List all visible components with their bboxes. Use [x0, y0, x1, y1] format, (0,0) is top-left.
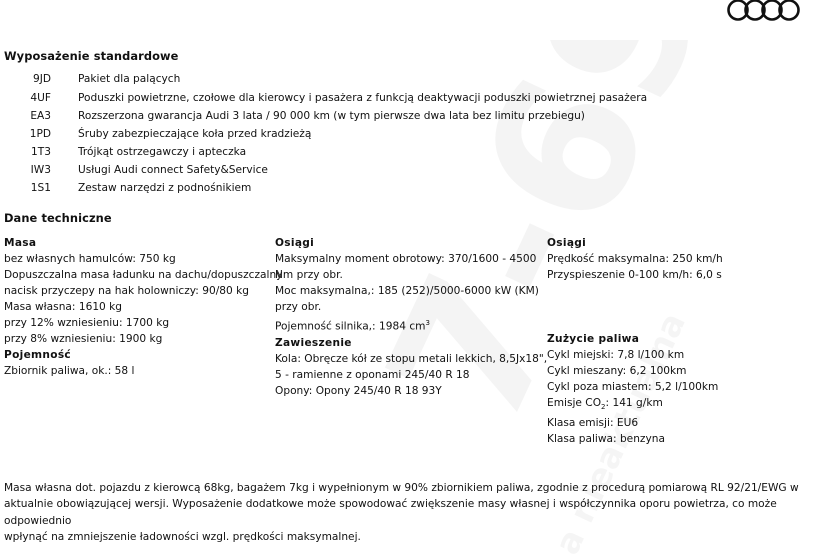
equipment-code: 1PD [29, 128, 51, 140]
equipment-title: Wyposażenie standardowe [4, 49, 179, 63]
tech-column-consumption [547, 235, 723, 447]
equipment-desc: Rozszerzona gwarancja Audi 3 lata / 90 000 km (w tym pierwsze dwa lata bez limitu przebiegu) [78, 110, 585, 122]
spec-line: nacisk przyczepy na hak holowniczy: 90/80 kg [4, 285, 249, 297]
spec-line: Dopuszczalna masa ładunku na dachu/dopuszczalny [4, 269, 283, 281]
performance-heading-2: Osiągi [547, 237, 587, 249]
four-rings-logo-icon [726, 0, 802, 24]
spec-line: Masa własna: 1610 kg [4, 301, 123, 313]
equipment-code: 1S1 [30, 182, 51, 194]
equipment-desc: Śruby zabezpieczające koła przed kradzieżą [78, 128, 312, 140]
spec-line: przy 12% wzniesieniu: 1700 kg [4, 317, 170, 329]
four-rings-logo [726, 0, 802, 29]
spec-line-emission [547, 395, 723, 415]
footer-line: wpłynąć na zmniejszenie ładowności wzgl. prędkości maksymalnej. [4, 531, 361, 544]
spec-line: Kola: Obręcze kół ze stopu metali lekkich, 8,5Jx18", [275, 352, 548, 365]
spec-line-displacement [275, 315, 547, 335]
spec-line: bez własnych hamulców: 750 kg [4, 253, 176, 265]
footer-line: Masa własna dot. pojazdu z kierowcą 68kg, bagażem 7kg i wypełnionym w 90% zbiornikiem paliwa, zgodnie z procedurą pomiarową RL 92/21/EWG w [4, 482, 799, 494]
emission-sub: 2 [601, 403, 606, 412]
mass-heading: Masa [4, 237, 37, 249]
equipment-desc: Trójkąt ostrzegawczy i apteczka [78, 146, 247, 158]
spec-line: Nm przy obr. [275, 269, 343, 281]
tech-title: Dane techniczne [4, 211, 112, 225]
spec-line: Opony: Opony 245/40 R 18 93Y [275, 384, 442, 397]
suspension-heading: Zawieszenie [275, 336, 352, 349]
footer-line: aktualnie obowiązującej wersji. Wyposażenie dodatkowe może spowodować zwiększenie masy własnej i współczynnika oporu powietrza, co może odpowiednio [4, 498, 777, 527]
spec-line: Cykl mieszany: 6,2 100km [547, 365, 687, 377]
displacement-label: Pojemność silnika,: 1984 cm [275, 320, 426, 333]
spec-line: Moc maksymalna,: 185 (252)/5000-6000 kW (KM) [275, 285, 539, 297]
spec-line: Klasa paliwa: benzyna [547, 433, 665, 446]
displacement-unit: 3 [425, 319, 430, 327]
equipment-code: 4UF [30, 92, 51, 104]
capacity-heading: Pojemność [4, 349, 72, 361]
emission-prefix: Emisje CO [547, 397, 602, 409]
spec-line: Klasa emisji: EU6 [547, 417, 639, 430]
footer-note [4, 480, 824, 546]
spec-line: Cykl poza miastem: 5,2 l/100km [547, 381, 719, 393]
consumption-heading: Zużycie paliwa [547, 333, 640, 345]
spec-line: Prędkość maksymalna: 250 km/h [547, 253, 723, 265]
equipment-desc: Usługi Audi connect Safety&Service [78, 164, 268, 176]
equipment-code: 9JD [32, 73, 51, 85]
tech-column-performance [275, 235, 547, 399]
emission-suffix: : 141 g/km [605, 397, 663, 409]
equipment-code: EA3 [30, 110, 51, 122]
equipment-desc: Pakiet dla palących [78, 73, 181, 85]
spec-line: 5 - ramienne z oponami 245/40 R 18 [275, 368, 470, 381]
spec-line: Maksymalny moment obrotowy: 370/1600 - 4500 [275, 253, 537, 265]
spec-line: Cykl miejski: 7,8 l/100 km [547, 349, 685, 361]
equipment-desc: Zestaw narzędzi z podnośnikiem [78, 182, 252, 194]
tech-column-mass [4, 235, 282, 379]
performance-heading: Osiągi [275, 237, 315, 249]
spec-line: Zbiornik paliwa, ok.: 58 l [4, 365, 135, 377]
spec-line: przy obr. [275, 301, 322, 313]
spec-line: Przyspieszenie 0-100 km/h: 6,0 s [547, 269, 722, 281]
equipment-code: IW3 [30, 164, 51, 176]
equipment-desc: Poduszki powietrzne, czołowe dla kierowcy i pasażera z funkcją deaktywacji poduszki powietrznej pasażera [78, 92, 648, 104]
equipment-code: 1T3 [31, 146, 51, 158]
spec-line: przy 8% wzniesieniu: 1900 kg [4, 333, 163, 345]
